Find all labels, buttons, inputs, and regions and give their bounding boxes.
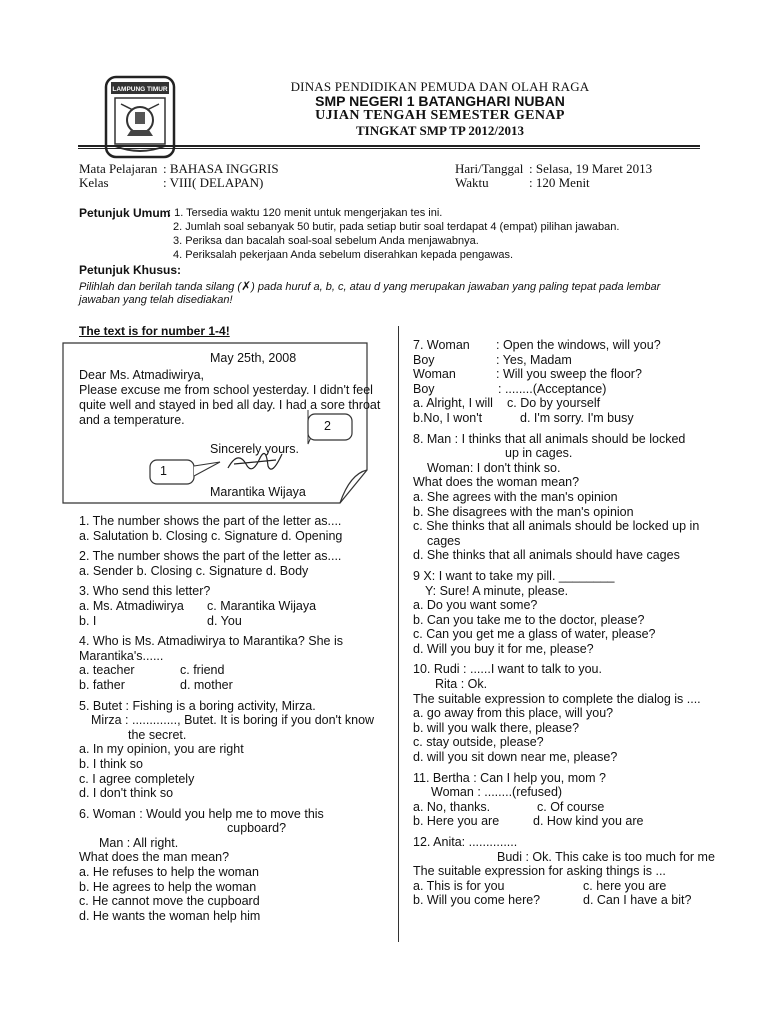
q5-option-b: b. I think so (79, 756, 143, 771)
class-value: : VIII( DELAPAN) (163, 175, 264, 190)
q7-line-3: : Will you sweep the floor? (496, 367, 642, 382)
q7-option-a: a. Alright, I will (413, 396, 493, 411)
q10-option-b: b. will you walk there, please? (413, 720, 580, 735)
cross-mark-icon: ✗ (241, 279, 252, 293)
q7-line-1: : Open the windows, will you? (496, 338, 661, 352)
q6-stem: 6. Woman : Would you help me to move this (79, 806, 324, 821)
q3-option-d: d. You (207, 613, 242, 628)
q7-option-b: b.No, I won't (413, 410, 483, 425)
q7-speaker-3: Woman (413, 367, 456, 382)
q4-option-b: b. father (79, 677, 125, 692)
q6-option-d: d. He wants the woman help him (79, 908, 261, 923)
q4-option-a: a. teacher (79, 663, 135, 678)
q12-option-b: b. Will you come here? (413, 893, 541, 908)
q8-option-c: c. She thinks that all animals should be locked up in (413, 519, 700, 534)
q8-stem: 8. Man : I thinks that all animals should be locked (413, 431, 686, 446)
q8-option-c-cont: cages (427, 533, 461, 548)
q8-option-b: b. She disagrees with the man's opinion (413, 504, 634, 519)
q9-reply: Y: Sure! A minute, please. (425, 583, 569, 598)
q2-options: a. Sender b. Closing c. Signature d. Body (79, 563, 309, 578)
letter-body-line2: quite well and stayed in bed all day. I had a sore throat (79, 398, 381, 412)
callout-1-bubble (150, 460, 194, 484)
q6-stem-cont: cupboard? (227, 821, 287, 836)
q12-question: The suitable expression for asking things is ... (413, 864, 666, 879)
header-academic-year: TINGKAT SMP TP 2012/2013 (356, 123, 524, 138)
q8-option-a: a. She agrees with the man's opinion (413, 489, 618, 504)
header-department: DINAS PENDIDIKAN PEMUDA DAN OLAH RAGA (290, 79, 590, 94)
special-instruction-line2: jawaban yang telah disediakan! (79, 294, 233, 306)
q4-option-c: c. friend (180, 663, 225, 678)
q10-option-a: a. go away from this place, will you? (413, 706, 614, 721)
column-divider (398, 326, 399, 942)
q9-option-b: b. Can you take me to the doctor, please? (413, 612, 645, 627)
q11-stem: 11. Bertha : Can I help you, mom ? (413, 770, 606, 785)
header-divider-thin (78, 148, 700, 149)
q10-reply: Rita : Ok. (435, 677, 488, 692)
q4-stem-cont: Marantika's...... (79, 648, 164, 663)
q10-stem: 10. Rudi : ......I want to talk to you. (413, 662, 602, 677)
class-label: Kelas (79, 175, 109, 190)
q11-option-b: b. Here you are (413, 814, 500, 829)
q7-option-d: d. I'm sorry. I'm busy (520, 410, 634, 425)
q12-stem: 12. Anita: .............. (413, 835, 518, 849)
special-instructions-label: Petunjuk Khusus: (79, 263, 182, 277)
q5-dialog: Mirza : ............., Butet. It is boring if you don't know (91, 713, 375, 728)
q7-line-4: : ........(Acceptance) (498, 381, 607, 396)
letter-body-line1: Please excuse me from school yesterday. I didn't feel (79, 383, 373, 397)
q11-option-c: c. Of course (537, 799, 605, 814)
q3-option-c: c. Marantika Wijaya (207, 598, 317, 613)
q8-option-d: d. She thinks that all animals should have cages (413, 548, 680, 563)
q8-stem-cont: up in cages. (505, 446, 573, 461)
q8-woman-reply: Woman: I don't think so. (427, 460, 561, 475)
q4-option-d: d. mother (180, 677, 233, 692)
q12-option-d: d. Can I have a bit? (583, 893, 692, 908)
q4-stem: 4. Who is Ms. Atmadiwirya to Marantika? She is (79, 634, 343, 649)
left-questions (79, 514, 374, 923)
q9-option-c: c. Can you get me a glass of water, please? (413, 627, 656, 642)
q6-option-b: b. He agrees to help the woman (79, 879, 257, 894)
callout-1-label: 1 (160, 464, 167, 478)
q5-stem: 5. Butet : Fishing is a boring activity, Mirza. (79, 698, 316, 713)
time-label: Waktu (455, 175, 489, 190)
q5-dialog-cont: the secret. (128, 727, 187, 742)
q12-option-a: a. This is for you (413, 878, 505, 893)
right-questions (413, 338, 715, 908)
subject-value: : BAHASA INGGRIS (163, 161, 279, 176)
general-instruction-1: : 1. Tersedia waktu 120 menit untuk mengerjakan tes ini. (168, 207, 443, 219)
text-heading: The text is for number 1-4! (79, 324, 230, 338)
q7-speaker-1: 7. Woman (413, 338, 470, 352)
letter-signer-name: Marantika Wijaya (210, 485, 306, 499)
date-value: : Selasa, 19 Maret 2013 (529, 161, 653, 176)
q6-man-reply: Man : All right. (99, 835, 179, 850)
q9-option-a: a. Do you want some? (413, 598, 538, 613)
q3-option-a: a. Ms. Atmadiwirya (79, 598, 184, 613)
header-divider (78, 145, 700, 147)
logo-text: LAMPUNG TIMUR (112, 86, 168, 93)
callout-2-label: 2 (324, 419, 331, 433)
q7-speaker-4: Boy (413, 381, 435, 396)
general-instruction-4: 4. Periksalah pekerjaan Anda sebelum diserahkan kepada pengawas. (173, 249, 514, 261)
letter-closing: Sincerely yours. (210, 442, 299, 456)
q10-option-d: d. will you sit down near me, please? (413, 750, 618, 765)
general-instruction-2: 2. Jumlah soal sebanyak 50 butir, pada setiap butir soal terdapat 4 (empat) pilihan jawaban. (173, 221, 620, 233)
time-value: : 120 Menit (529, 175, 590, 190)
q8-question: What does the woman mean? (413, 475, 580, 490)
q9-option-d: d. Will you buy it for me, please? (413, 641, 594, 656)
q1-stem: 1. The number shows the part of the letter as.... (79, 514, 342, 528)
general-instructions-label: Petunjuk Umum (79, 206, 171, 220)
q11-option-d: d. How kind you are (533, 814, 644, 829)
q7-speaker-2: Boy (413, 352, 435, 367)
q11-reply: Woman : ........(refused) (431, 785, 563, 800)
q6-option-c: c. He cannot move the cupboard (79, 894, 260, 909)
letter-body-line3: and a temperature. (79, 413, 185, 427)
q5-option-a: a. In my opinion, you are right (79, 742, 244, 757)
special-instruction-line1: Pilihlah dan berilah tanda silang (✗) pada huruf a, b, c, atau d yang merupakan jawaban yang paling tepat pada lembar (79, 279, 661, 293)
header-school-name: SMP NEGERI 1 BATANGHARI NUBAN (315, 93, 565, 109)
q3-stem: 3. Who send this letter? (79, 584, 211, 599)
q11-option-a: a. No, thanks. (413, 799, 491, 814)
q7-option-c: c. Do by yourself (507, 396, 601, 411)
date-label: Hari/Tanggal (455, 161, 524, 176)
q12-reply: Budi : Ok. This cake is too much for me (497, 849, 715, 864)
header-exam-title: UJIAN TENGAH SEMESTER GENAP (315, 108, 565, 123)
q10-option-c: c. stay outside, please? (413, 735, 544, 750)
q6-option-a: a. He refuses to help the woman (79, 865, 259, 880)
letter-date: May 25th, 2008 (210, 351, 297, 365)
general-instruction-3: 3. Periksa dan bacalah soal-soal sebelum Anda menjawabnya. (173, 235, 479, 247)
q1-options: a. Salutation b. Closing c. Signature d. Opening (79, 528, 343, 543)
q5-option-c: c. I agree completely (79, 771, 195, 786)
letter-greeting: Dear Ms. Atmadiwirya, (79, 368, 205, 382)
q10-question: The suitable expression to complete the dialog is .... (413, 691, 701, 706)
q7-line-2: : Yes, Madam (496, 352, 572, 367)
subject-label: Mata Pelajaran (79, 161, 158, 176)
q2-stem: 2. The number shows the part of the letter as.... (79, 549, 342, 564)
q12-option-c: c. here you are (583, 878, 667, 893)
q3-option-b: b. I (79, 613, 97, 628)
q6-question: What does the man mean? (79, 850, 230, 865)
q9-stem: 9 X: I want to take my pill. ________ (413, 568, 615, 583)
q5-option-d: d. I don't think so (79, 786, 174, 801)
